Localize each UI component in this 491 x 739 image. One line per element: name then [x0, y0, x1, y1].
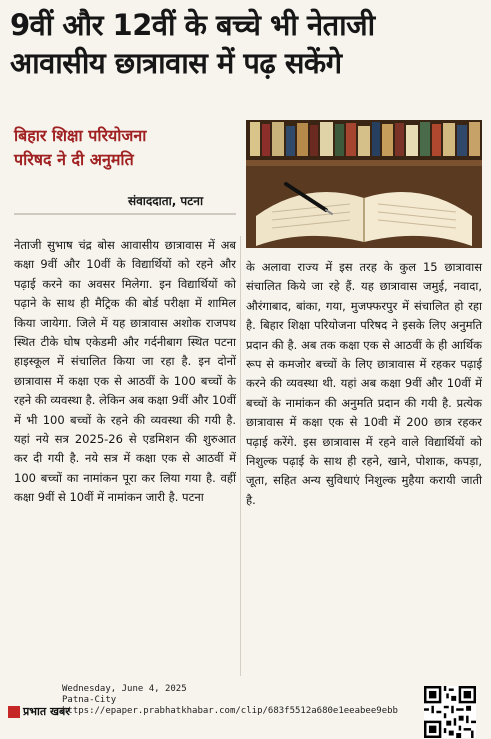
qr-code-icon[interactable]: [424, 686, 476, 738]
headline-line-2: आवासीय छात्रावास में पढ़ सकेंगे: [10, 46, 342, 80]
article-column-1: नेताजी सुभाष चंद्र बोस आवासीय छात्रावास में अब कक्षा 9वीं और 10वीं के विद्यार्थियों को रहने और पढ़ाई करने का अवसर मिलेगा. इन विद्यार्थियों को पढ़ाने के साथ ही मैट्रिक की बोर्ड परीक्षा में शामिल किया जायेगा. जिले में यह छात्रावास अशोक राजपथ स्थित टीके घोष एकेडमी और गर्दनीबाग स्थित पटना हाइस्कूल में संचालित किया जा रहा है. इन दोनों छात्रावास में कक्षा एक से आठवीं के 100 बच्चों के रहने की व्यवस्था है. लेकिन अब कक्षा 9वीं और 10वीं में भी 100 बच्चों के रहने की व्यवस्था की गयी है. यहां नये सत्र 2025-26 से एडमिशन की शुरुआत कर दी गयी है. नये सत्र में कक्षा एक से आठवीं में 100 बच्चों का नामांकन पूरा कर लिया गया है. वहीं कक्षा 9वीं से 10वीं में नामांकन जारी है. पटना: [14, 238, 236, 505]
logo-mark-icon: [8, 706, 20, 718]
open-book-image: [246, 120, 482, 248]
logo-text: प्रभात खबर: [23, 705, 70, 718]
byline: संवाददाता, पटना: [128, 194, 204, 208]
publication-logo: [8, 704, 70, 719]
clip-date: Wednesday, June 4, 2025: [62, 684, 187, 694]
byline-divider: [14, 213, 236, 215]
books-photo: [246, 120, 482, 248]
clip-meta: [62, 684, 398, 717]
clip-url[interactable]: https://epaper.prabhatkhabar.com/clip/683f5512a680e1eeabee9ebb: [62, 706, 398, 716]
headline-line-1: 9वीं और 12वीं के बच्चे भी नेताजी: [10, 8, 375, 42]
headline: [10, 6, 484, 82]
clip-footer: [0, 680, 491, 739]
subheadline-line-2: परिषद ने दी अनुमति: [14, 150, 134, 169]
subheadline-line-1: बिहार शिक्षा परियोजना: [14, 126, 147, 145]
article-column-2: के अलावा राज्य में इस तरह के कुल 15 छात्रावास संचालित किये जा रहे हैं. यह छात्रावास जमुई, नवादा, औरंगाबाद, बांका, गया, मुजफ्फरपुर में संचालित हो रहा है. बिहार शिक्षा परियोजना परिषद ने इसके लिए अनुमति प्रदान की है. अब तक कक्षा एक से आठवीं के ही आर्थिक रूप से कमजोर बच्चों के लिए छात्रावास में रहकर पढ़ाई करने की व्यवस्था थी. यहां अब कक्षा 9वीं और 10वीं में बच्चों के नामांकन की अनुमति प्रदान की गयी है. प्रत्येक छात्रावास में कक्षा एक से 10वी में 200 छात्र रहकर पढ़ाई करेंगे. इस छात्रावास में रहने वाले विद्यार्थियों को निशुल्क पढ़ाई के साथ ही रहने, खाने, पोशाक, कपड़ा, जूता, सहित अन्य सुविधाएं निशुल्क मुहैया करायी जाती है.: [246, 260, 482, 507]
subheadline: [14, 124, 234, 172]
clip-edition: Patna-City: [62, 695, 117, 705]
column-divider: [240, 236, 241, 676]
